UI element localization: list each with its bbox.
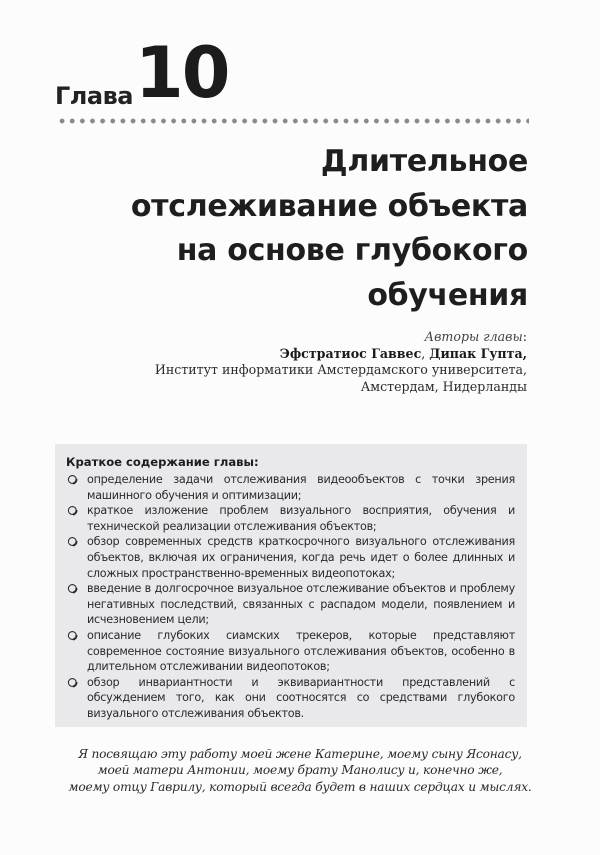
author-name: Дипак Гупта [429, 345, 523, 361]
chapter-title-line: обучения [367, 277, 528, 313]
circle-shadow-bullet-icon [67, 474, 78, 485]
author-location: Амстердам, Нидерланды [360, 378, 527, 394]
author-affiliation: Институт информатики Амстердамского университета, [154, 362, 527, 378]
chapter-summary-box [55, 444, 527, 727]
summary-item-text: краткое изложение проблем визуального восприятия, обучения и технической реализации отслеживания объектов; [87, 504, 515, 533]
circle-shadow-bullet-icon [67, 583, 78, 594]
summary-item-text: определение задачи отслеживания видеообъектов с точки зрения машинного обучения и оптимизации; [87, 473, 515, 502]
summary-list-item [66, 581, 515, 628]
summary-title: Краткое содержание главы: [66, 455, 259, 469]
summary-list-item [66, 472, 515, 503]
chapter-title-line: на основе глубокого [176, 233, 528, 268]
authors-label-colon: : [522, 329, 527, 344]
circle-shadow-bullet-icon [67, 630, 78, 641]
summary-list-item [66, 534, 515, 581]
chapter-label: Глава [55, 82, 133, 110]
summary-item-text: обзор инвариантности и эквивариантности представлений с обсуждением того, как они соотносятся со средствами глубокого визуального отслеживания объектов. [87, 675, 515, 720]
dedication [60, 746, 540, 795]
chapter-authors [107, 329, 527, 395]
summary-item-text: обзор современных средств краткосрочного визуального отслеживания объектов, включая их ограничения, когда речь идет о более длинных и сложных пространственно-временных видеопотоках; [87, 535, 515, 580]
circle-shadow-bullet-icon [67, 677, 78, 688]
summary-list-item [66, 675, 515, 722]
circle-shadow-bullet-icon [67, 536, 78, 547]
chapter-number: 10 [135, 32, 229, 114]
chapter-title-line: отслеживание объекта [130, 188, 528, 224]
circle-shadow-bullet-icon [67, 505, 78, 516]
summary-item-text: описание глубоких сиамских трекеров, которые представляют современное состояние визуального отслеживания объектов, особенно в длительном отслеживании видеопотоков; [87, 628, 515, 674]
authors-label-line [107, 329, 527, 346]
summary-item-text: введение в долгосрочное визуальное отслеживание объектов и проблему негативных последствий, связанных с распадом модели, появлением и исчезновением цели; [87, 582, 515, 627]
authors-label: Авторы главы [424, 329, 523, 344]
dedication-line: Я посвящаю эту работу моей жене Катерине, моему сыну Ясонасу, [78, 747, 522, 761]
dedication-line: моему отцу Гаврилу, который всегда будет в наших сердцах и мыслях. [68, 779, 532, 794]
authors-names-line [107, 346, 527, 363]
dotted-divider [57, 118, 529, 124]
author-name: Эфстратиос Гаввес [279, 345, 422, 361]
dedication-line: моей матери Антонии, моему брату Манолису и, конечно же, [97, 763, 503, 778]
summary-list [66, 472, 515, 722]
summary-list-item [66, 628, 515, 675]
summary-list-item [66, 503, 515, 534]
author-separator: , [421, 345, 430, 361]
chapter-title [108, 140, 528, 318]
chapter-title-line: Длительное [320, 144, 528, 179]
authors-names-comma: , [522, 345, 527, 361]
